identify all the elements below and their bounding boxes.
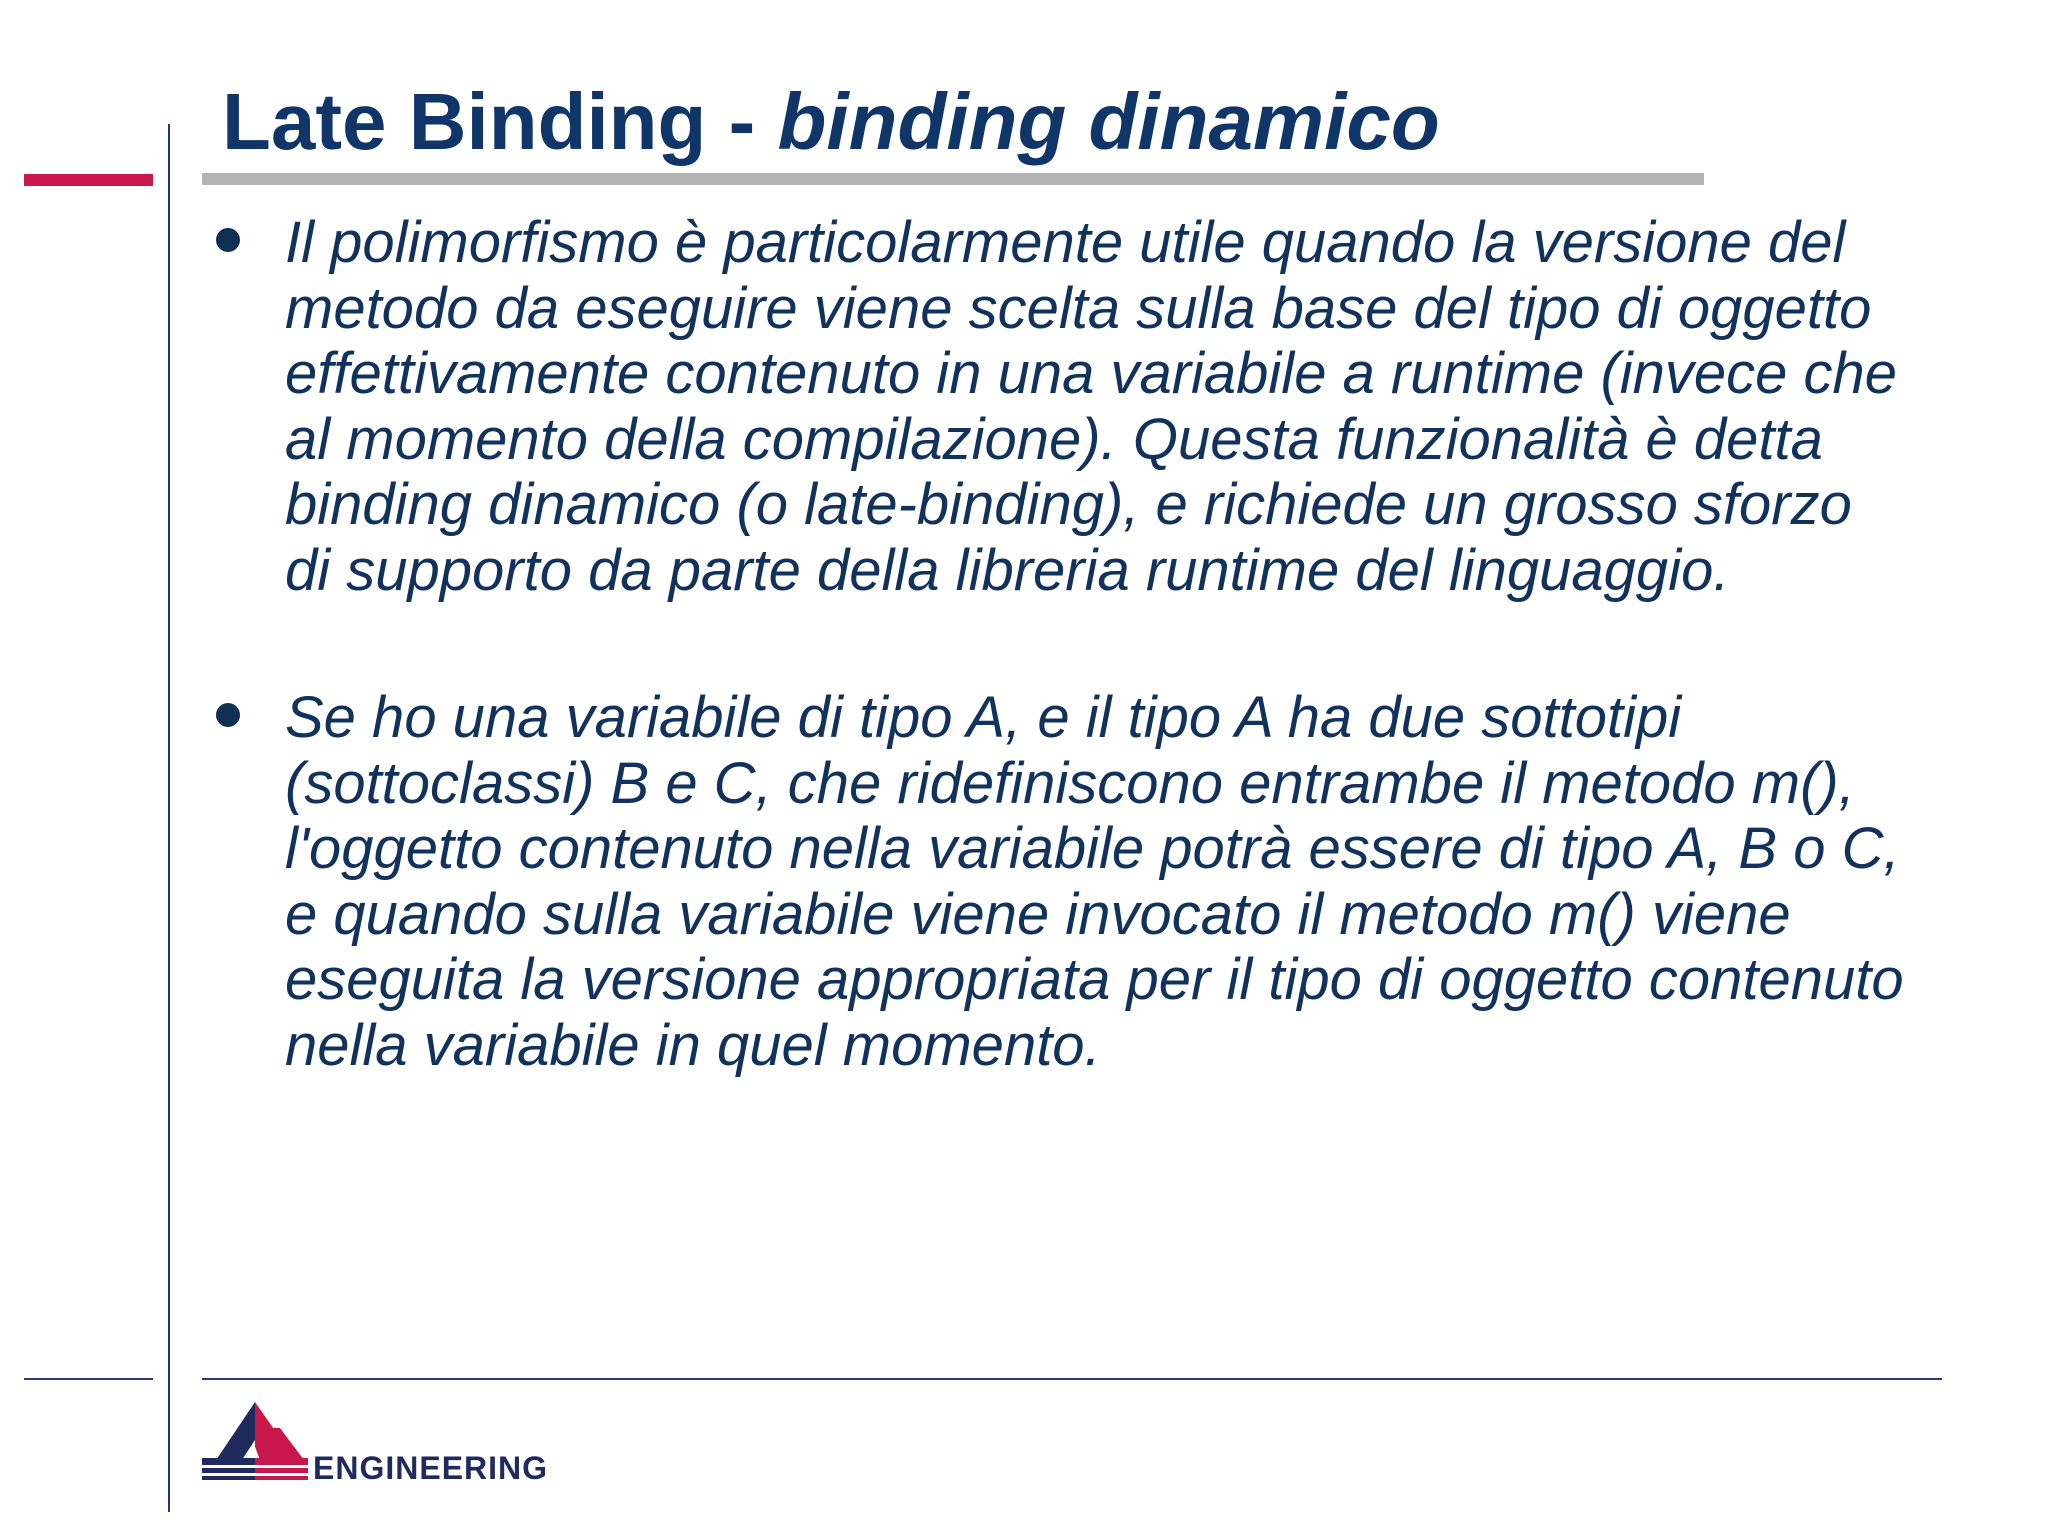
bullet-text: Il polimorfismo è particolarmente utile quando la versione del metodo da eseguire viene scelta sulla base del tipo di oggetto effettivamente contenuto in una variabile a runtime (invece che al momento della compilazione). Questa funzionalità è detta binding dinamico (o late-binding), e richiede un grosso sforzo di supporto da parte della libreria runtime del linguaggio. xyxy=(285,210,1898,603)
bullet-item xyxy=(205,685,1905,1078)
footer-rule-left xyxy=(24,1378,153,1380)
footer-rule xyxy=(202,1378,1942,1380)
title-accent-bar xyxy=(24,174,153,186)
brand-name: ENGINEERING xyxy=(313,1450,549,1486)
title-underline xyxy=(202,173,1704,185)
bullet-item xyxy=(205,210,1905,603)
bullet-dot-icon xyxy=(216,703,240,727)
slide-title-italic: binding dinamico xyxy=(777,77,1440,166)
bullet-text: Se ho una variabile di tipo A, e il tipo A ha due sottotipi (sottoclassi) B e C, che ridefiniscono entrambe il metodo m(), l'oggetto contenuto nella variabile potrà essere di tipo A, B o C, e quando sulla variabile viene invocato il metodo m() viene eseguita la versione appropriata per il tipo di oggetto contenuto nella variabile in quel momento. xyxy=(285,685,1904,1078)
bullet-dot-icon xyxy=(216,228,240,252)
slide-title xyxy=(222,72,1440,172)
bullet-list xyxy=(205,210,1905,1078)
slide-title-main: Late Binding - xyxy=(222,77,778,166)
engineering-logo-icon xyxy=(200,1398,310,1488)
engineering-logo xyxy=(200,1398,600,1488)
left-vertical-rule xyxy=(168,124,170,1512)
